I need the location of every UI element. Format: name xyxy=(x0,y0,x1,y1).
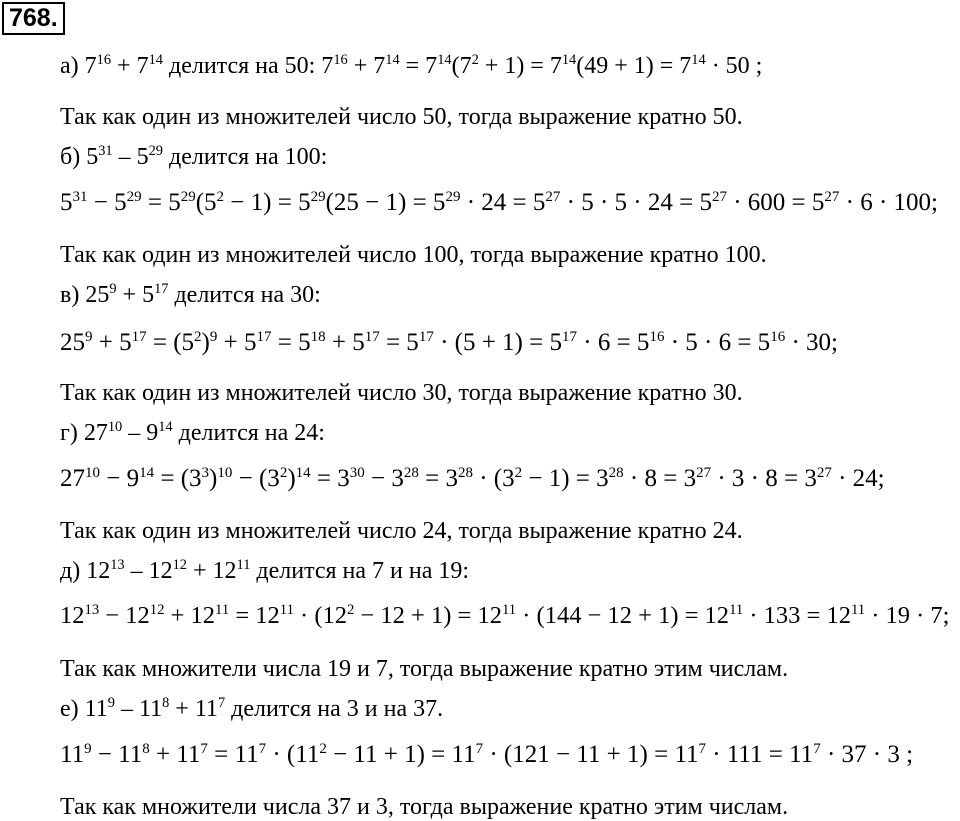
exponent: 14 xyxy=(691,52,706,69)
exponent: 12 xyxy=(149,602,165,619)
exponent: 27 xyxy=(816,465,832,481)
exponent: 7 xyxy=(217,695,226,712)
exponent: 16 xyxy=(96,52,112,69)
exponent: 2 xyxy=(279,465,288,481)
part-a-statement: а) $7^{16} + 7^{14}$ делится на 50: $7^{16} + 7^{14} = 7^{14}(7^2 + 1) = 7^{14}(49 + 1) = 7^{14} \cdot 50$ ; xyxy=(60,52,763,79)
exponent: 14 xyxy=(148,52,163,69)
exponent: 29 xyxy=(180,189,196,205)
exponent: 10 xyxy=(107,419,123,436)
exponent: 7 xyxy=(698,741,707,757)
exponent: 16 xyxy=(333,52,348,69)
exponent: 9 xyxy=(85,329,93,345)
part-a-conclusion: Так как один из множителей число 50, тогда выражение кратно 50. xyxy=(60,104,743,130)
exponent: 2 xyxy=(514,465,523,481)
exponent: 18 xyxy=(310,329,326,345)
exponent: 14 xyxy=(437,52,452,69)
exponent: 28 xyxy=(403,465,419,481)
part-b-statement: б) $5^{31} - 5^{29}$ делится на 100: xyxy=(60,143,328,170)
exponent: 17 xyxy=(562,329,577,345)
exponent: 13 xyxy=(110,557,125,574)
problem-number: 768. xyxy=(2,2,65,35)
exponent: 17 xyxy=(256,329,272,345)
exponent: 9 xyxy=(209,329,218,345)
part-v-derivation: $25^9 + 5^{17} = (5^2)^9 + 5^{17} = 5^{18} + 5^{17} = 5^{17} \cdot (5 + 1) = 5^{17} \cdot 6 = 5^{16} \cdot 5 \cdot 6 = 5^{16} \cdot 30$; xyxy=(60,329,838,356)
exponent: 14 xyxy=(158,419,173,436)
part-v-statement: в) $25^9 + 5^{17}$ делится на 30: xyxy=(60,281,321,308)
exponent: 8 xyxy=(162,695,170,712)
exponent: 11 xyxy=(236,557,251,574)
exponent: 29 xyxy=(126,189,142,205)
exponent: 14 xyxy=(561,52,577,69)
exponent: 14 xyxy=(295,465,311,481)
exponent: 14 xyxy=(385,52,400,69)
part-d-statement: д) $12^{13} - 12^{12} + 12^{11}$ делится на 7 и на 19: xyxy=(60,557,470,584)
part-b-derivation: $5^{31} - 5^{29} = 5^{29}(5^2 - 1) = 5^{29}(25 - 1) = 5^{29} \cdot 24 = 5^{27} \cdot 5 \cdot 5 \cdot 24 = 5^{27} \cdot 600 = 5^{27} \cdot 6 \cdot 100$; xyxy=(60,189,938,216)
exponent: 7 xyxy=(475,741,484,757)
exponent: 11 xyxy=(279,602,294,619)
exponent: 17 xyxy=(131,329,147,345)
exponent: 17 xyxy=(154,281,169,298)
exponent: 27 xyxy=(545,189,561,205)
exponent: 10 xyxy=(217,465,233,481)
exponent: 31 xyxy=(72,189,88,205)
exponent: 9 xyxy=(107,695,115,712)
exponent: 11 xyxy=(729,602,744,619)
exponent: 11 xyxy=(850,602,866,619)
exponent: 16 xyxy=(649,329,665,345)
exponent: 8 xyxy=(142,741,150,757)
exponent: 27 xyxy=(711,189,727,205)
exponent: 28 xyxy=(457,465,473,481)
part-e-conclusion: Так как множители числа 37 и 3, тогда выражение кратно этим числам. xyxy=(60,794,789,820)
part-b-conclusion: Так как один из множителей число 100, тогда выражение кратно 100. xyxy=(60,242,767,268)
exponent: 2 xyxy=(347,602,355,619)
exponent: 29 xyxy=(148,143,163,160)
part-g-conclusion: Так как один из множителей число 24, тогда выражение кратно 24. xyxy=(60,518,743,544)
part-v-conclusion: Так как один из множителей число 30, тогда выражение кратно 30. xyxy=(60,380,743,406)
exponent: 17 xyxy=(364,329,380,345)
exponent: 31 xyxy=(98,143,113,160)
exponent: 17 xyxy=(418,329,434,345)
exponent: 9 xyxy=(109,281,117,298)
exponent: 3 xyxy=(201,465,210,481)
part-e-statement: е) $11^9 - 11^8 + 11^7$ делится на 3 и на 37. xyxy=(60,695,444,722)
part-e-derivation: $11^9 - 11^8 + 11^7 = 11^7 \cdot (11^2 - 11 + 1) = 11^7 \cdot (121 - 11 + 1) = 11^7 \cdot 111 = 11^7 \cdot 37 \cdot 3$ ; xyxy=(60,741,914,768)
exponent: 2 xyxy=(194,329,202,345)
exponent: 13 xyxy=(84,602,100,619)
exponent: 14 xyxy=(139,465,155,481)
exponent: 30 xyxy=(349,465,365,481)
exponent: 28 xyxy=(608,465,624,481)
exponent: 7 xyxy=(258,741,267,757)
exponent: 11 xyxy=(501,602,517,619)
part-d-derivation: $12^{13} - 12^{12} + 12^{11} = 12^{11} \cdot (12^2 - 12 + 1) = 12^{11} \cdot (144 - 12 + 1) = 12^{11} \cdot 133 = 12^{11} \cdot 19 \cdot 7$; xyxy=(60,602,950,629)
exponent: 7 xyxy=(200,741,208,757)
exponent: 7 xyxy=(813,741,821,757)
exponent: 2 xyxy=(216,189,225,205)
exponent: 2 xyxy=(471,52,479,69)
exponent: 11 xyxy=(215,602,230,619)
exponent: 29 xyxy=(445,189,461,205)
exponent: 2 xyxy=(319,741,327,757)
part-d-conclusion: Так как множители числа 19 и 7, тогда выражение кратно этим числам. xyxy=(60,656,789,682)
part-g-derivation: $27^{10} - 9^{14} = (3^3)^{10} - (3^2)^{14} = 3^{30} - 3^{28} = 3^{28} \cdot (3^2 - 1) = 3^{28} \cdot 8 = 3^{27} \cdot 3 \cdot 8 = 3^{27} \cdot 24$; xyxy=(60,465,885,492)
exponent: 27 xyxy=(696,465,712,481)
exponent: 27 xyxy=(824,189,840,205)
exponent: 29 xyxy=(310,189,326,205)
part-g-statement: г) $27^{10} - 9^{14}$ делится на 24: xyxy=(60,419,325,446)
exponent: 16 xyxy=(770,329,786,345)
exponent: 9 xyxy=(84,741,92,757)
exponent: 10 xyxy=(85,465,100,481)
exponent: 12 xyxy=(172,557,187,574)
